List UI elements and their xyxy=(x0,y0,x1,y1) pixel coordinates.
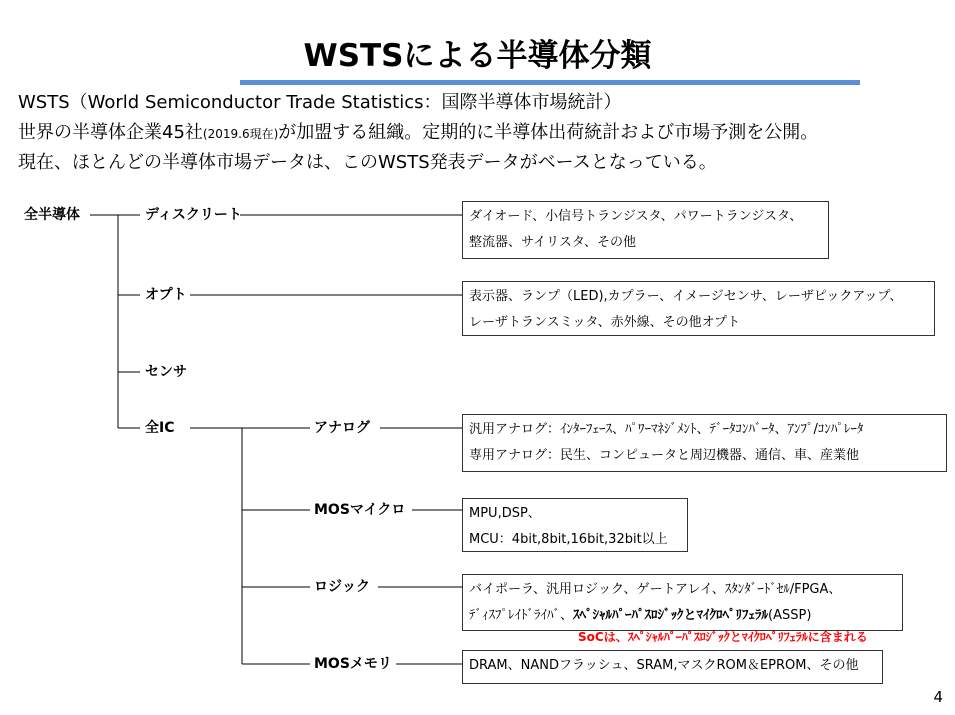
box-logic-line-1: バイポーラ、汎用ロジック、ゲートアレイ、ｽﾀﾝﾀﾞｰﾄﾞｾﾙ/FPGA、 xyxy=(469,582,842,597)
box-opto-line-1: 表示器、ランプ（LED),カプラー、イメージセンサ、レーザピックアップ、 xyxy=(469,289,903,304)
intro-date-note: (2019.6現在) xyxy=(202,127,279,141)
box-memory-line-1: DRAM、NANDフラッシュ、SRAM,マスクROM＆EPROM、その他 xyxy=(469,658,859,673)
page-number: 4 xyxy=(933,688,943,706)
node-mos-memory: MOSメモリ xyxy=(314,656,392,672)
node-logic: ロジック xyxy=(314,579,370,595)
soc-note: SoCは、ｽﾍﾟｼｬﾙﾊﾟｰﾊﾟｽﾛｼﾞｯｸとﾏｲｸﾛﾍﾟﾘﾌｪﾗﾙに含まれる xyxy=(578,630,868,644)
box-analog xyxy=(462,414,947,472)
box-discrete xyxy=(462,201,829,259)
intro-line-3: 現在、ほとんどの半導体市場データは、このWSTS発表データがベースとなっている。 xyxy=(18,152,717,173)
box-analog-line-2: 専用アナログ：民生、コンピュータと周辺機器、通信、車、産業他 xyxy=(469,448,860,463)
intro-line-1: WSTS（World Semiconductor Trade Statistics：国際半導体市場統計） xyxy=(18,92,622,113)
box-logic-line-2-bold: ｽﾍﾟｼｬﾙﾊﾟｰﾊﾟｽﾛｼﾞｯｸとﾏｲｸﾛﾍﾟﾘﾌｪﾗﾙ xyxy=(573,608,769,623)
box-opto xyxy=(462,281,935,336)
slide-title: WSTSによる半導体分類 xyxy=(303,38,652,74)
box-micro-line-2: MCU：4bit,8bit,16bit,32bit以上 xyxy=(469,532,668,547)
box-logic xyxy=(462,574,903,631)
node-all-ic: 全IC xyxy=(145,420,175,436)
node-opto: オプト xyxy=(145,287,187,303)
box-logic-line-2 xyxy=(469,603,896,629)
box-analog-line-1: 汎用アナログ：ｲﾝﾀｰﾌｪｰｽ、ﾊﾟﾜｰﾏﾈｼﾞﾒﾝﾄ、ﾃﾞｰﾀｺﾝﾊﾞｰﾀ、ｱﾝﾌﾟ/ｺﾝﾊﾟﾚｰﾀ xyxy=(469,422,864,437)
node-analog: アナログ xyxy=(314,420,370,436)
box-discrete-line-1: ダイオード、小信号トランジスタ、パワートランジスタ、 xyxy=(469,209,803,224)
node-sensor: センサ xyxy=(145,364,187,380)
box-logic-line-2-a: ﾃﾞｨｽﾌﾟﾚｲﾄﾞﾗｲﾊﾞ、 xyxy=(469,608,574,623)
box-micro-line-1: MPU,DSP、 xyxy=(469,506,541,521)
node-all-semiconductors: 全半導体 xyxy=(24,207,80,223)
box-discrete-line-2: 整流器、サイリスタ、その他 xyxy=(469,235,637,250)
box-opto-line-2: レーザトランスミッタ、赤外線、その他オプト xyxy=(469,315,741,330)
node-mos-micro: MOSマイクロ xyxy=(314,502,406,518)
intro-line-2-a: 世界の半導体企業45社 xyxy=(18,122,203,143)
intro-line-2-b: が加盟する組織。定期的に半導体出荷統計および市場予測を公開。 xyxy=(278,122,819,143)
box-mos-memory xyxy=(462,650,883,684)
box-mos-micro xyxy=(462,498,688,552)
node-discrete: ディスクリート xyxy=(145,207,242,223)
box-logic-line-2-b: (ASSP) xyxy=(768,608,812,623)
